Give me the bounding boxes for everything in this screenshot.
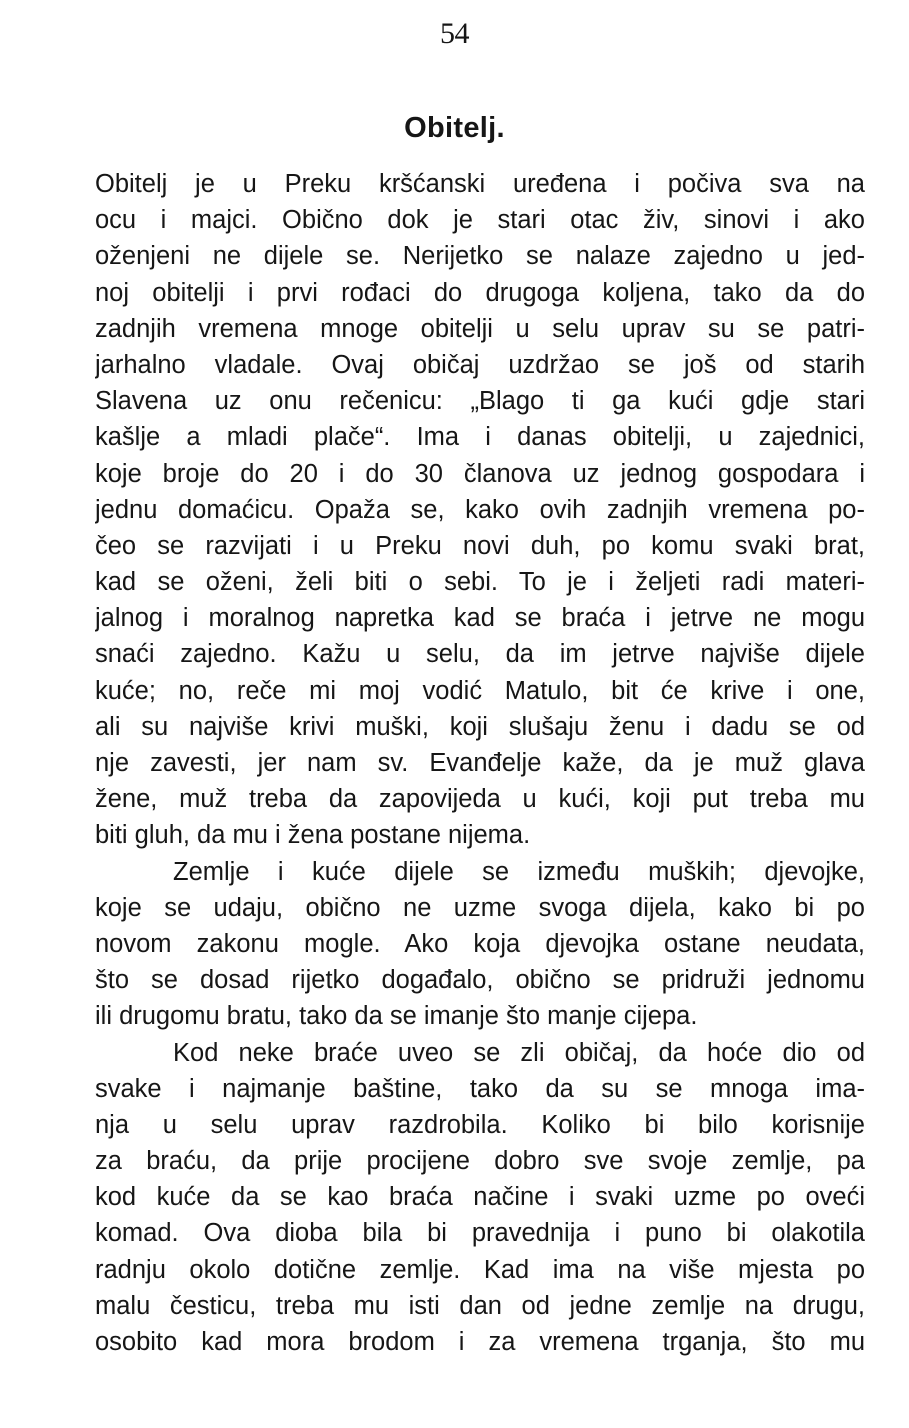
text-line: čeo se razvijati i u Preku novi duh, po komu svaki brat, bbox=[95, 531, 865, 560]
text-line: žene, muž treba da zapovijeda u kući, koji put treba mu bbox=[95, 785, 865, 814]
text-line: Zemlje i kuće dijele se između muških; djevojke, bbox=[173, 857, 865, 886]
text-line: ocu i majci. Obično dok je stari otac živ, sinovi i ako bbox=[95, 206, 865, 235]
text-line: noj obitelji i prvi rođaci do drugoga koljena, tako da do bbox=[95, 278, 865, 307]
text-line: svake i najmanje baštine, tako da su se mnoga ima- bbox=[95, 1074, 865, 1103]
text-line: kuće; no, reče mi moj vodić Matulo, bit će krive i one, bbox=[95, 676, 865, 705]
text-line: biti gluh, da mu i žena postane nijema. bbox=[95, 821, 531, 850]
text-line: nja u selu uprav razdrobila. Koliko bi bilo korisnije bbox=[95, 1110, 865, 1139]
text-line: oženjeni ne dijele se. Nerijetko se nalaze zajedno u jed- bbox=[95, 242, 865, 271]
text-line: za braću, da prije procijene dobro sve svoje zemlje, pa bbox=[95, 1147, 865, 1176]
paragraph bbox=[95, 854, 865, 1035]
paragraph bbox=[95, 166, 865, 854]
text-line: nje zavesti, jer nam sv. Evanđelje kaže, da je muž glava bbox=[95, 749, 865, 777]
text-line: jalnog i moralnog napretka kad se braća i jetrve ne mogu bbox=[95, 604, 865, 633]
page-number: 54 bbox=[440, 17, 469, 50]
text-line: zadnjih vremena mnoge obitelji u selu uprav su se patri- bbox=[95, 314, 865, 343]
text-line: kašlje a mladi plače“. Ima i danas obitelji, u zajednici, bbox=[95, 423, 865, 452]
text-line: ali su najviše krivi muški, koji slušaju ženu i dadu se od bbox=[95, 712, 865, 741]
text-line: Kod neke braće uveo se zli običaj, da hoće dio od bbox=[173, 1038, 865, 1067]
text-line: kad se oženi, želi biti o sebi. To je i željeti radi materi- bbox=[95, 568, 865, 597]
text-line: Obitelj je u Preku kršćanski uređena i počiva sva na bbox=[95, 170, 865, 198]
text-line: osobito kad mora brodom i za vremena trganja, što mu bbox=[95, 1328, 865, 1356]
text-line: snaći zajedno. Kažu u selu, da im jetrve najviše dijele bbox=[95, 640, 865, 669]
text-line: jednu domaćicu. Opaža se, kako ovih zadnjih vremena po- bbox=[95, 495, 865, 524]
text-line: komad. Ova dioba bila bi pravednija i puno bi olakotila bbox=[95, 1219, 865, 1248]
text-line: jarhalno vladale. Ovaj običaj uzdržao se još od starih bbox=[95, 350, 865, 379]
text-line: malu česticu, treba mu isti dan od jedne zemlje na drugu, bbox=[95, 1291, 865, 1320]
text-line: što se dosad rijetko događalo, obično se pridruži jednomu bbox=[95, 966, 865, 995]
text-line: novom zakonu mogle. Ako koja djevojka ostane neudata, bbox=[95, 929, 865, 958]
text-line: koje broje do 20 i do 30 članova uz jednog gospodara i bbox=[95, 459, 865, 488]
text-line: ili drugomu bratu, tako da se imanje što manje cijepa. bbox=[95, 1002, 698, 1031]
text-line: koje se udaju, obično ne uzme svoga dijela, kako bi po bbox=[95, 893, 865, 922]
text-line: kod kuće da se kao braća načine i svaki uzme po oveći bbox=[95, 1183, 865, 1212]
text-line: Slavena uz onu rečenicu: „Blago ti ga kući gdje stari bbox=[95, 387, 865, 416]
chapter-title: Obitelj. bbox=[404, 112, 505, 144]
paragraph bbox=[95, 1035, 865, 1361]
text-line: radnju okolo dotične zemlje. Kad ima na više mjesta po bbox=[95, 1255, 865, 1284]
body-text bbox=[95, 166, 865, 1360]
